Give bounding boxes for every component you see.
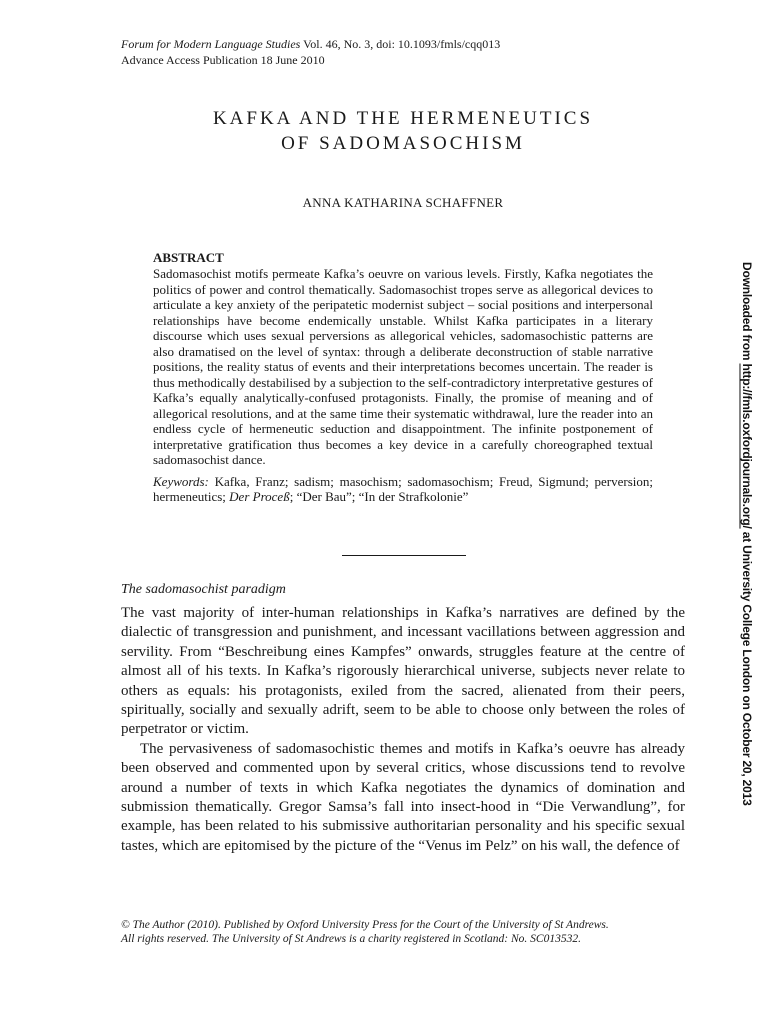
paragraph-1: The vast majority of inter-human relationships in Kafka’s narratives are defined by the dialectic of transgression and punishment, and incessant vacillations between aggression and servility. From “Beschreibung eines Kampfes” onwards, struggles feature at the centre of almost all of his texts. In Kafka’s rigorously hierarchical universe, subjects never relate to others as equals: his protagonists, exiled from the sacred, alienated from their peers, spiritually, socially and sexually adrift, seem to be able to choose only between the roles of perpetrator or victim. [121, 605, 685, 738]
keywords-label: Keywords: [153, 473, 209, 489]
journal-header [121, 36, 500, 68]
keywords-italic-title: Der Proceß [229, 489, 290, 504]
section-divider [342, 555, 466, 556]
download-prefix: Downloaded from [740, 262, 754, 361]
paragraph-2: The pervasiveness of sadomasochistic themes and motifs in Kafka’s oeuvre has already been observed and commented upon by several critics, whose discussions tend to revolve around a number of texts in which Kafka negotiates the dynamics of domination and submission thematically. Gregor Samsa’s fall into insect-hood in “Die Verwandlung”, for example, has been related to his submissive authoritarian personality and his specific sexual tastes, which are epitomised by the picture of the “Venus im Pelz” on his wall, the defence of [121, 740, 685, 854]
keywords-list-1: Kafka, Franz; sadism; masochism; sadomasochism; Freud, Sigmund; perversion; hermeneutics; [153, 473, 654, 504]
download-watermark [740, 262, 754, 806]
publication-date: Advance Access Publication 18 June 2010 [121, 53, 325, 67]
title-line-1: KAFKA AND THE HERMENEUTICS [212, 108, 594, 129]
author-name: ANNA KATHARINA SCHAFFNER [302, 195, 504, 210]
download-suffix: at University College London on October 20, 2013 [740, 531, 754, 806]
abstract-text: Sadomasochist motifs permeate Kafka’s oeuvre on various levels. Firstly, Kafka negotiates the politics of power and control thematically. Sadomasochist tropes serve as allegorical devices to articulate a key anxiety of the peripatetic modernist subject – social positions and interpersonal relationships have become endemically unstable. Whilst Kafka participates in a literary discourse which uses sexual perversions as allegorical vehicles, sadomasochistic patterns are also dramatised on the level of syntax: through a deliberate deconstruction of stable narrative positions, the reality status of events and their interpretations becomes uncertain. The reader is thus methodically destabilised by a subjection to the self-contradictory interpretative gestures of Kafka’s equally analytically-confused protagonists. Finally, the promise of meaning and of allegorical resolutions, and at the same time their systematic withdrawal, lure the reader into an endless cycle of hermeneutic seduction and disappointment. The infinite postponement of interpretative gratification thus becomes a key device in a carefully choreographed textual sadomasochist dance. [153, 266, 653, 467]
article-title [0, 106, 768, 156]
copyright-line-2: All rights reserved. The University of St Andrews is a charity registered in Scotland: No. SC013532. [121, 933, 581, 945]
abstract-section [153, 250, 653, 505]
journal-name: Forum for Modern Language Studies [121, 37, 301, 51]
abstract-heading: ABSTRACT [153, 250, 224, 265]
journal-citation-line [121, 36, 500, 52]
body-text [121, 604, 685, 856]
copyright-line-1: © The Author (2010). Published by Oxford University Press for the Court of the University of St Andrews. [121, 919, 609, 931]
keywords [153, 474, 653, 505]
journal-citation: Vol. 46, No. 3, doi: 10.1093/fmls/cqq013 [303, 37, 501, 51]
section-heading: The sadomasochist paradigm [121, 582, 286, 597]
keywords-list-2: ; “Der Bau”; “In der Strafkolonie” [289, 489, 469, 504]
copyright-footer [121, 918, 701, 946]
download-link[interactable]: http://fmls.oxfordjournals.org/ [740, 363, 754, 529]
title-line-2: OF SADOMASOCHISM [281, 133, 525, 154]
